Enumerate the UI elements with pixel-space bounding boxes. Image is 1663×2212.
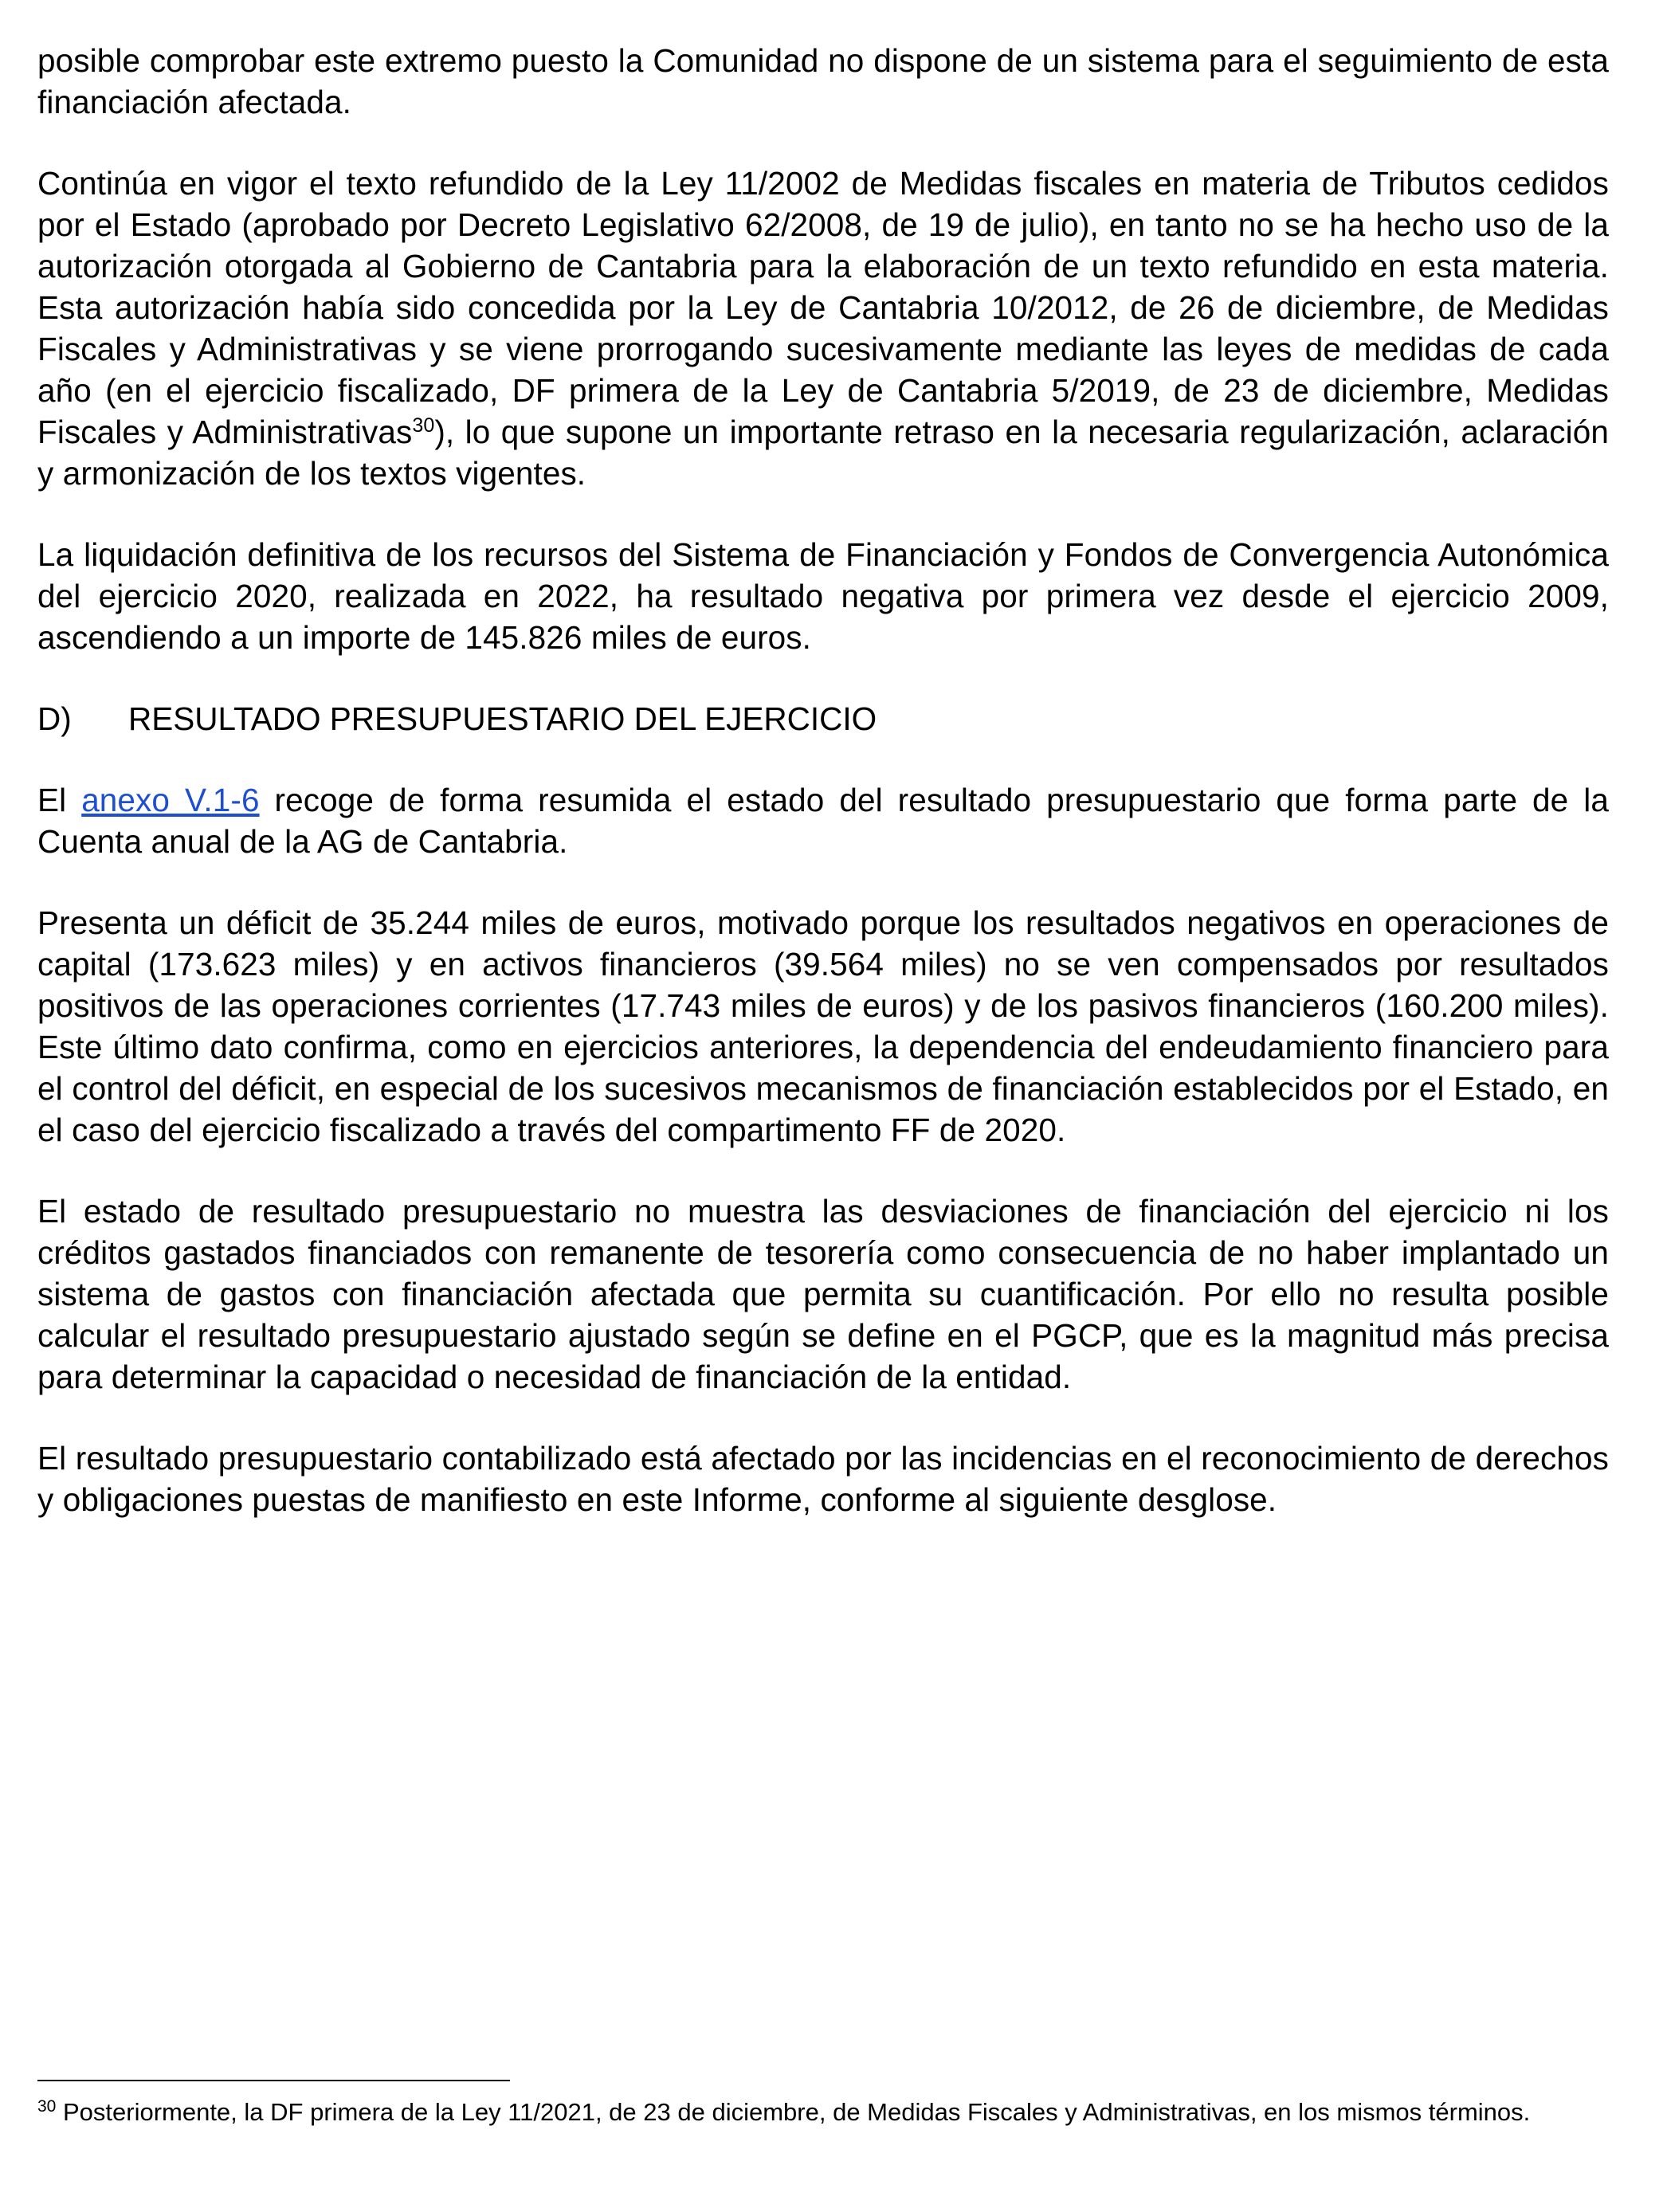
section-heading-title: RESULTADO PRESUPUESTARIO DEL EJERCICIO [128,700,877,737]
document-body [37,40,1609,1560]
paragraph-deviations: El estado de resultado presupuestario no muestra las desviaciones de financiación del ejercicio ni los créditos gastados financiados con remanente de tesorería como consecuencia de no haber implantado un sistema de gastos con financiación afectada que permita su cuantificación. Por ello no resulta posible calcular el resultado presupuestario ajustado según se define en el PGCP, que es la magnitud más precisa para determinar la capacidad o necesidad de financiación de la entidad. [37,1193,1609,1395]
paragraph-tax-law-text-b: ), lo que supone un importante retraso en la necesaria regularización, aclaración y armonización de los textos vigentes. [37,414,1609,492]
section-heading-letter: D) [37,700,72,737]
section-heading [37,698,1609,739]
footnote [37,2096,1609,2128]
annex-link[interactable]: anexo V.1-6 [81,782,260,818]
paragraph-annex-text-b: recoge de forma resumida el estado del resultado presupuestario que forma parte de la Cuenta anual de la AG de Cantabria. [37,782,1609,860]
paragraph-deficit: Presenta un déficit de 35.244 miles de euros, motivado porque los resultados negativos en operaciones de capital (173.623 miles) y en activos financieros (39.564 miles) no se ven compensados por resultados positivos de las operaciones corrientes (17.743 miles de euros) y de los pasivos financieros (160.200 miles). Este último dato confirma, como en ejercicios anteriores, la dependencia del endeudamiento financiero para el control del déficit, en especial de los sucesivos mecanismos de financiación establecidos por el Estado, en el caso del ejercicio fiscalizado a través del compartimento FF de 2020. [37,904,1609,1148]
footnote-number: 30 [37,2097,57,2116]
paragraph-liquidation: La liquidación definitiva de los recursos del Sistema de Financiación y Fondos de Convergencia Autonómica del ejercicio 2020, realizada en 2022, ha resultado negativa por primera vez desde el ejercicio 2009, ascendiendo a un importe de 145.826 miles de euros. [37,536,1609,656]
paragraph-financing-tracking: posible comprobar este extremo puesto la Comunidad no dispone de un sistema para el seguimiento de esta financiación afectada. [37,42,1609,120]
paragraph-annex-text-a: El [37,782,82,818]
paragraph-incidences: El resultado presupuestario contabilizado está afectado por las incidencias en el reconocimiento de derechos y obligaciones puestas de manifiesto en este Informe, conforme al siguiente desglose. [37,1440,1609,1518]
paragraph-tax-law-text-a: Continúa en vigor el texto refundido de la Ley 11/2002 de Medidas fiscales en materia de Tributos cedidos por el Estado (aprobado por Decreto Legislativo 62/2008, de 19 de julio), en tanto no se ha hecho uso de la autorización otorgada al Gobierno de Cantabria para la elaboración de un texto refundido en esta materia. Esta autorización había sido concedida por la Ley de Cantabria 10/2012, de 26 de diciembre, de Medidas Fiscales y Administrativas y se viene prorrogando sucesivamente mediante las leyes de medidas de cada año (en el ejercicio fiscalizado, DF primera de la Ley de Cantabria 5/2019, de 23 de diciembre, Medidas Fiscales y Administrativas [37,165,1609,450]
footnote-divider [37,2080,510,2081]
paragraph-annex-reference [37,779,1609,862]
footnote-text: Posteriormente, la DF primera de la Ley 11/2021, de 23 de diciembre, de Medidas Fiscales y Administrativas, en los mismos términos. [56,2098,1531,2126]
paragraph-tax-law [37,163,1609,494]
footnote-reference[interactable]: 30 [412,414,435,437]
